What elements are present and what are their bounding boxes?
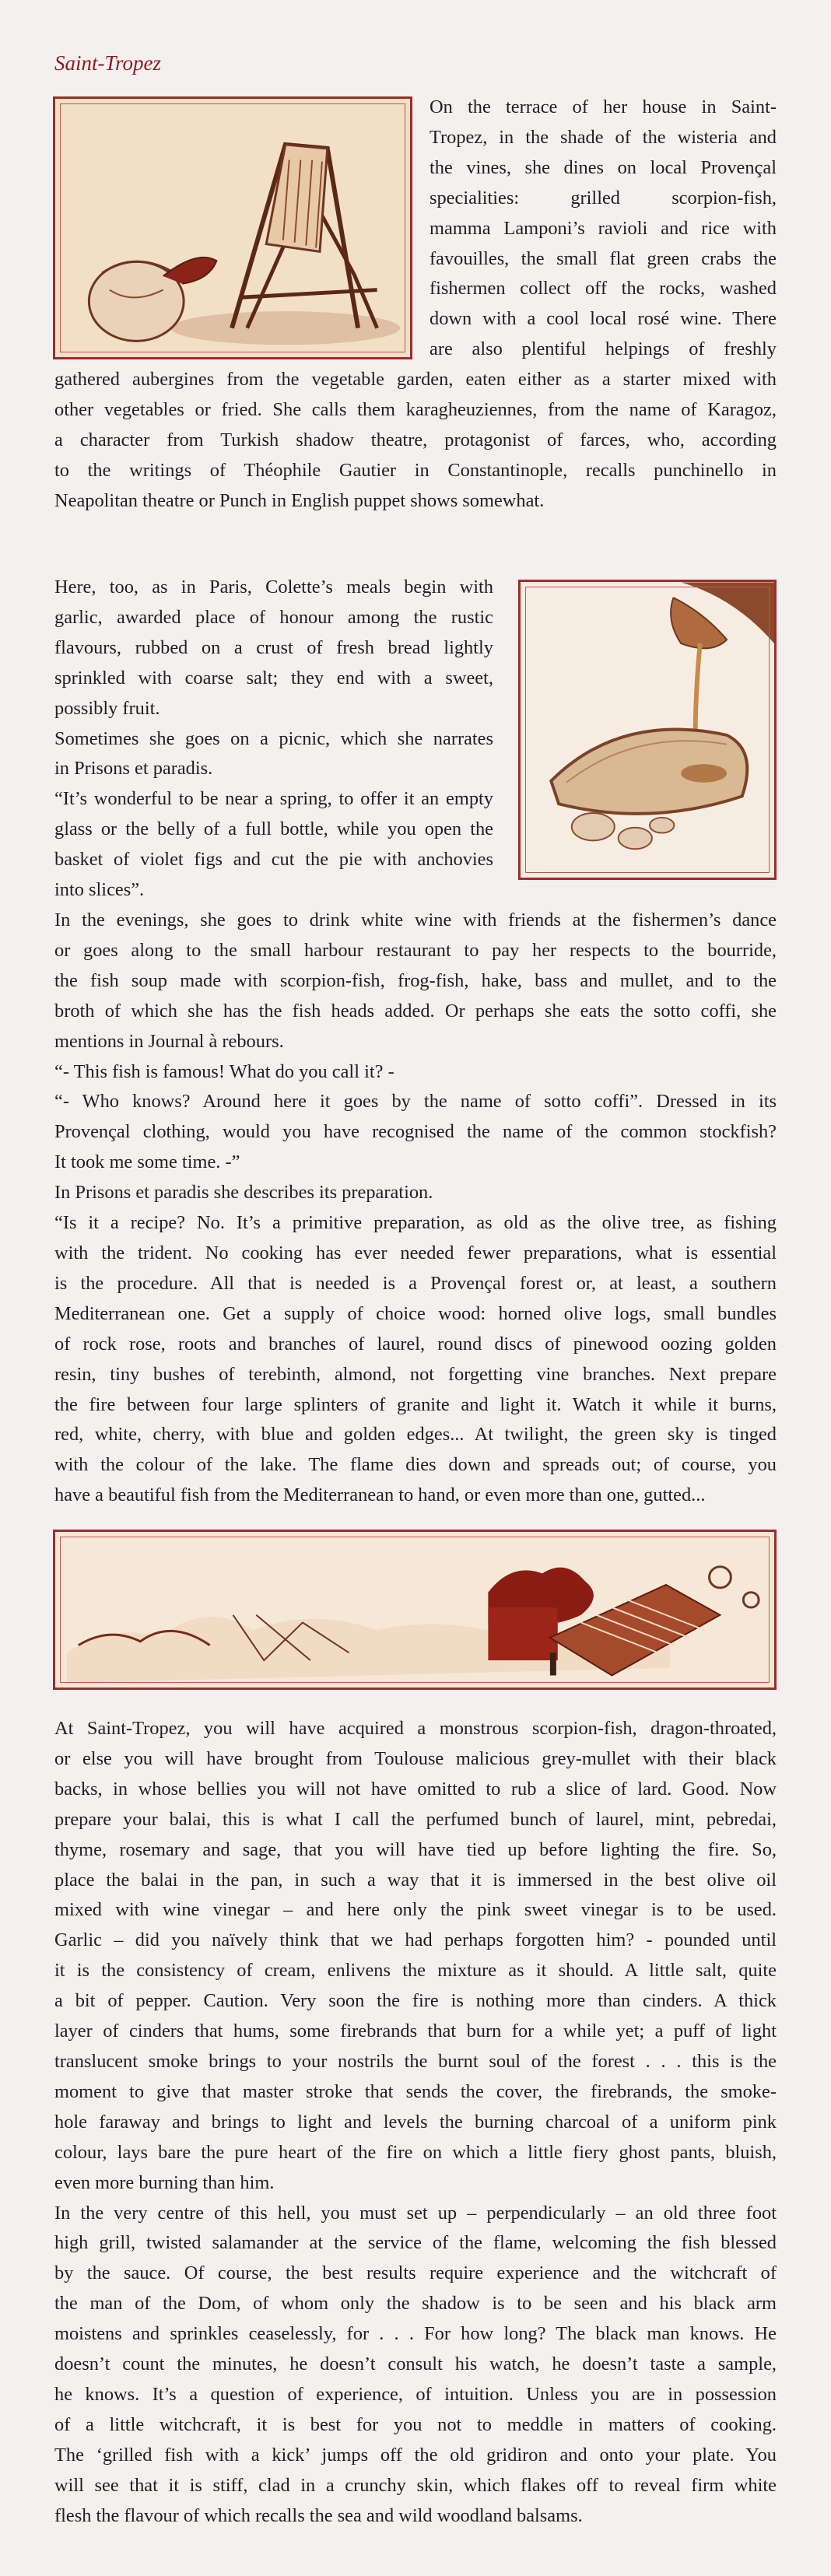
text-line: “Is it a recipe? No. It’s a primitive preparation, as old as the olive tree, as fishing — [54, 1212, 777, 1234]
text-line: a character from Turkish shadow theatre, protagonist of farces, who, according — [54, 429, 777, 450]
paragraph-1-continued — [54, 365, 777, 517]
text-line: Provençal clothing, would you have recognised the name of the common stockfish? — [54, 1121, 777, 1143]
text-line: or goes along to the small harbour restaurant to pay her respects to the bourride, — [54, 939, 777, 961]
page-title: Saint-Tropez — [54, 51, 162, 75]
text-line: possibly fruit. — [54, 697, 160, 719]
text-line: the vines, she dines on local Provençal — [430, 156, 777, 178]
text-line: red, white, cherry, with blue and golden edges... At twilight, the green sky is tinged — [54, 1424, 777, 1446]
text-line: it is the consistency of cream, enlivens the mixture as it should. A little salt, quite — [54, 1960, 777, 1982]
text-line: high grill, twisted salamander at the service of the flame, welcoming the fish blessed — [54, 2232, 777, 2254]
text-line: gathered aubergines from the vegetable garden, eaten either as a starter mixed with — [54, 369, 777, 390]
text-line: even more burning than him. — [54, 2171, 275, 2193]
text-line: fishermen collect off the rocks, washed — [430, 278, 777, 300]
bread-oil-icon — [521, 582, 774, 878]
text-line: favouilles, the small flat green crabs the — [430, 247, 777, 269]
text-line: Here, too, as in Paris, Colette’s meals begin with — [54, 577, 493, 598]
text-line: the fire between four large splinters of granite and light it. Watch it while it burns, — [54, 1393, 777, 1415]
text-line: colour, lays bare the pure heart of the fire on which a little fiery ghost pants, bluish, — [54, 2141, 777, 2163]
text-line: place the balai in the pan, in such a way that it is immersed in the best olive oil — [54, 1869, 777, 1891]
text-line: mixed with wine vinegar – and here only the pink sweet vinegar is to be used. — [54, 1899, 777, 1921]
text-line: “It’s wonderful to be near a spring, to offer it an empty — [54, 788, 493, 810]
landscape-illustration — [53, 1530, 777, 1690]
deckchair-icon — [55, 99, 410, 357]
text-line: of rock rose, roots and branches of laurel, round discs of pinewood oozing golden — [54, 1333, 777, 1355]
text-line: In the very centre of this hell, you must set up – perpendicularly – an old three foot — [54, 2202, 777, 2224]
text-line: glass or the belly of a full bottle, while you open the — [54, 818, 493, 840]
deckchair-illustration — [53, 96, 412, 359]
text-line: down with a cool local rosé wine. There — [430, 308, 777, 330]
text-line: Mediterranean one. Get a supply of choice wood: horned olive logs, small bundles — [54, 1302, 777, 1324]
text-line: moistens and sprinkles ceaselessly, for . . . For how long? The black man knows. He — [54, 2323, 777, 2345]
paragraph-3 — [54, 1714, 777, 2531]
text-line: The ‘grilled fish with a kick’ jumps off the old gridiron and onto your plate. You — [54, 2444, 777, 2466]
text-line: are also plentiful helpings of freshly — [430, 338, 777, 360]
text-line: to the writings of Théophile Gautier in Constantinople, recalls punchinello in — [54, 459, 777, 481]
text-line: other vegetables or fried. She calls them karagheuziennes, from the name of Karagoz, — [54, 398, 777, 420]
text-line: sprinkled with coarse salt; they end with a sweet, — [54, 667, 493, 689]
text-line: flavours, rubbed on a crust of fresh bread lightly — [54, 636, 493, 658]
text-line: mamma Lamponi’s ravioli and rice with — [430, 217, 777, 239]
text-line: moment to give that master stroke that sends the cover, the firebrands, the smoke- — [54, 2080, 777, 2102]
text-line: a bit of pepper. Caution. Very soon the fire is nothing more than cinders. A thick — [54, 1990, 777, 2012]
text-line: mentions in Journal à rebours. — [54, 1030, 284, 1052]
text-line: layer of cinders that hums, some firebrands that burn for a while yet; a puff of light — [54, 2020, 777, 2042]
paragraph-2-continued — [54, 906, 777, 1511]
fishermen-landscape-icon — [55, 1532, 774, 1688]
paragraph-2 — [54, 573, 493, 906]
text-line: in Prisons et paradis. — [54, 758, 213, 780]
text-line: Tropez, in the shade of the wisteria and — [430, 126, 777, 148]
text-line: of a little witchcraft, it is best for you not to meddle in matters of cooking. — [54, 2413, 777, 2435]
text-line: At Saint-Tropez, you will have acquired a monstrous scorpion-fish, dragon-throated, — [54, 1718, 777, 1739]
text-line: backs, in whose bellies you will not have omitted to rub a slice of lard. Good. Now — [54, 1778, 777, 1800]
text-line: specialities: grilled scorpion-fish, — [430, 187, 777, 209]
text-line: prepare your balai, this is what I call the perfumed bunch of laurel, mint, pebredai, — [54, 1808, 777, 1830]
text-line: he knows. It’s a question of experience, of intuition. Unless you are in possession — [54, 2383, 777, 2405]
text-line: translucent smoke brings to your nostrils the burnt soul of the forest . . . this is the — [54, 2050, 777, 2072]
text-line: with the trident. No cooking has ever needed fewer preparations, what is essential — [54, 1242, 777, 1263]
text-line: with the colour of the lake. The flame dies down and spreads out; of course, you — [54, 1454, 777, 1476]
text-line: Garlic – did you naïvely think that we had perhaps forgotten him? - pounded until — [54, 1929, 777, 1951]
text-line: “- This fish is famous! What do you call it? - — [54, 1060, 394, 1082]
text-line: On the terrace of her house in Saint- — [430, 96, 777, 117]
text-line: basket of violet figs and cut the pie with anchovies — [54, 849, 493, 871]
text-line: the fish soup made with scorpion-fish, frog-fish, hake, bass and mullet, and to the — [54, 969, 777, 991]
text-line: is the procedure. All that is needed is a Provençal forest or, at least, a southern — [54, 1272, 777, 1294]
text-line: have a beautiful fish from the Mediterranean to hand, or even more than one, gutted... — [54, 1484, 706, 1506]
text-line: into slices”. — [54, 879, 145, 901]
text-line: “- Who knows? Around here it goes by the name of sotto coffi”. Dressed in its — [54, 1091, 777, 1113]
paragraph-1 — [430, 93, 777, 365]
text-line: Sometimes she goes on a picnic, which she narrates — [54, 727, 493, 749]
text-line: or else you will have brought from Toulouse malicious grey-mullet with their black — [54, 1747, 777, 1769]
text-line: garlic, awarded place of honour among the rustic — [54, 606, 493, 628]
text-line: will see that it is stiff, clad in a crunchy skin, which flakes off to reveal firm white — [54, 2474, 777, 2496]
text-line: resin, tiny bushes of terebinth, almond, not forgetting vine branches. Next prepare — [54, 1363, 777, 1385]
text-line: In the evenings, she goes to drink white wine with friends at the fishermen’s dance — [54, 909, 777, 931]
text-line: It took me some time. -” — [54, 1151, 240, 1173]
text-line: doesn’t count the minutes, he doesn’t consult his watch, he doesn’t taste a sample, — [54, 2353, 777, 2375]
text-line: Neapolitan theatre or Punch in English puppet shows somewhat. — [54, 489, 545, 511]
text-line: the man of the Dom, of whom only the shadow is to be seen and his black arm — [54, 2293, 777, 2315]
bread-illustration — [518, 580, 777, 880]
text-line: hole faraway and brings to light and levels the burning charcoal of a uniform pink — [54, 2111, 777, 2133]
text-line: by the sauce. Of course, the best results require experience and the witchcraft of — [54, 2262, 777, 2284]
text-line: thyme, rosemary and sage, that you will have tied up before lighting the fire. So, — [54, 1838, 777, 1860]
text-line: In Prisons et paradis she describes its preparation. — [54, 1182, 433, 1204]
text-line: flesh the flavour of which recalls the sea and wild woodland balsams. — [54, 2504, 583, 2526]
text-line: broth of which she has the fish heads added. Or perhaps she eats the sotto coffi, she — [54, 1000, 777, 1022]
